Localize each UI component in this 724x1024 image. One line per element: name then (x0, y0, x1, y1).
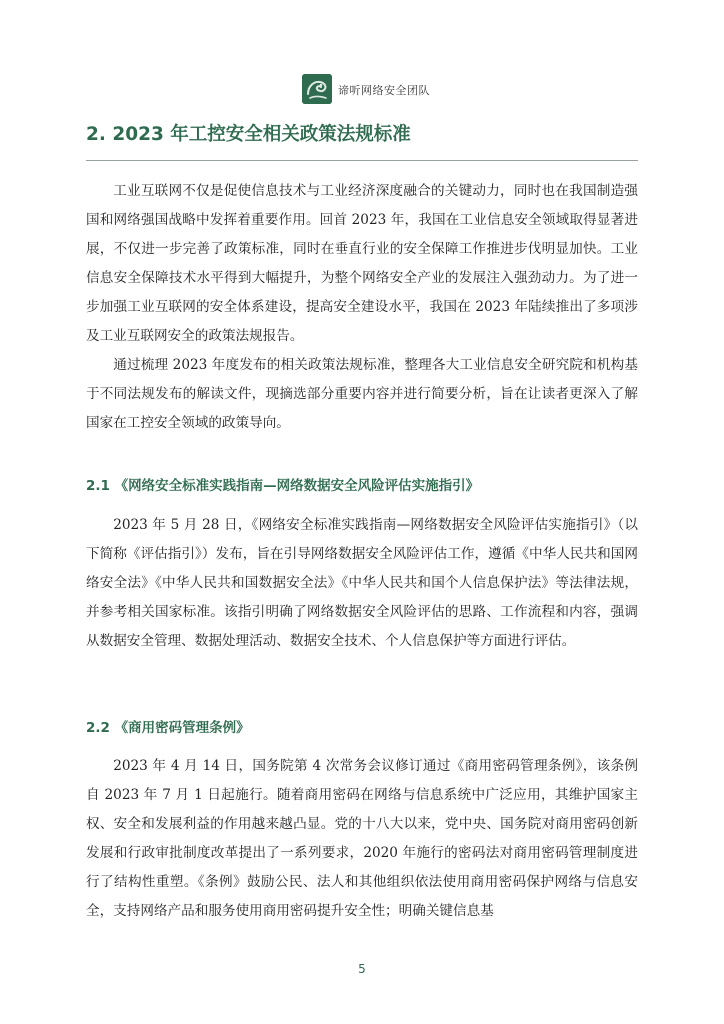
subsection-2-paragraph: 2023 年 4 月 14 日，国务院第 4 次常务会议修订通过《商用密码管理条例》，该条例自 2023 年 7 月 1 日起施行。随着商用密码在网络与信息系统中广泛应用，其维护国家主权、安全和发展利益的作用越来越凸显。党的十八大以来，党中央、国务院对商用密码创新发展和行政审批制度改革提出了一系列要求，2020 年施行的密码法对商用密码管理制度进行了结构性重塑。《条例》鼓励公民、法人和其他组织依法使用商用密码保护网络与信息安全，支持网络产品和服务使用商用密码提升安全性；明确关键信息基 (86, 758, 638, 919)
brand-name: 谛听网络安全团队 (338, 84, 430, 97)
title-divider (86, 160, 638, 161)
subsection-1-title: 2.1 《网络安全标准实践指南—网络数据安全风险评估实施指引》 (86, 478, 480, 494)
page-number: 5 (358, 962, 366, 976)
intro-paragraph-1: 工业互联网不仅是促使信息技术与工业经济深度融合的关键动力，同时也在我国制造强国和网络强国战略中发挥着重要作用。回首 2023 年，我国在工业信息安全领域取得显著进展，不仅进一步完善了政策标准，同时在垂直行业的安全保障工作推进步伐明显加快。工业信息安全保障技术水平得到大幅提升，为整个网络安全产业的发展注入强劲动力。为了进一步加强工业互联网的安全体系建设，提高安全建设水平，我国在 2023 年陆续推出了多项涉及工业互联网安全的政策法规报告。 (86, 183, 638, 344)
page-header (0, 72, 724, 108)
intro-paragraph-2: 通过梳理 2023 年度发布的相关政策法规标准，整理各大工业信息安全研究院和机构基于不同法规发布的解读文件，现摘选部分重要内容并进行简要分析，旨在让读者更深入了解国家在工控安全领域的政策导向。 (86, 357, 638, 431)
dragon-logo-icon (302, 74, 332, 104)
subsection-1-paragraph: 2023 年 5 月 28 日，《网络安全标准实践指南—网络数据安全风险评估实施指引》（以下简称《评估指引》）发布，旨在引导网络数据安全风险评估工作，遵循《中华人民共和国网络安全法》《中华人民共和国数据安全法》《中华人民共和国个人信息保护法》等法律法规，并参考相关国家标准。该指引明确了网络数据安全风险评估的思路、工作流程和内容，强调从数据安全管理、数据处理活动、数据安全技术、个人信息保护等方面进行评估。 (86, 517, 638, 649)
section-title: 2. 2023 年工控安全相关政策法规标准 (86, 124, 411, 145)
subsection-2-title: 2.2 《商用密码管理条例》 (86, 720, 250, 736)
